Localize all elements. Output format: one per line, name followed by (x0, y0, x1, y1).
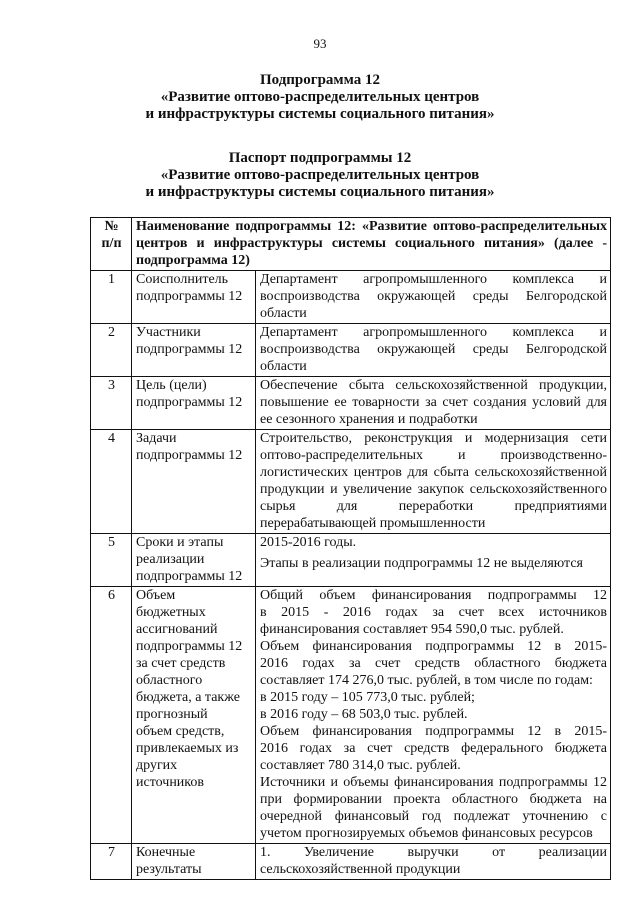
table-row (91, 587, 611, 844)
subprogram-heading-line: «Развитие оптово-распределительных центров (160, 89, 480, 105)
row-content-line: Обеспечение сбыта сельскохозяйственной продукции, (260, 378, 607, 393)
row-number: 2 (108, 325, 115, 340)
row-content-cell (256, 324, 611, 377)
row-number-cell (91, 587, 132, 844)
row-content-cell (256, 430, 611, 534)
table-row (91, 377, 611, 430)
table-row (91, 844, 611, 880)
row-content-line: Департамент агропромышленного комплекса и (260, 272, 607, 287)
subprogram-heading-line: Подпрограмма 12 (259, 72, 381, 88)
row-content-line: Строительство, реконструкция и модернизация сети (260, 431, 607, 446)
row-number-cell (91, 844, 132, 880)
row-label-line: за счет средств (136, 656, 226, 671)
row-label-line: результаты (136, 862, 202, 877)
row-content-line: ее сезонного хранения и подработки (260, 412, 478, 427)
passport-heading (0, 150, 640, 201)
row-content-line: составляет 780 314,0 тыс. рублей. (260, 758, 461, 773)
passport-table (90, 217, 611, 880)
row-label-line: Участники (136, 325, 201, 340)
row-label-line: подпрограммы 12 (136, 342, 243, 357)
row-content-line: при формировании проекта областного бюджета на (260, 792, 607, 807)
row-content-line: финансирования составляет 954 590,0 тыс. рублей. (260, 622, 564, 637)
row-number: 1 (108, 272, 115, 287)
row-number: 5 (108, 535, 115, 550)
header-title-cell (132, 218, 611, 271)
row-label-line: подпрограммы 12 (136, 395, 243, 410)
row-label-line: привлекаемых из (136, 741, 239, 756)
row-content-cell (256, 844, 611, 880)
row-number-cell (91, 377, 132, 430)
row-label-line: реализации (136, 552, 205, 567)
row-content-line: области (260, 306, 307, 321)
row-content-line: оптово-распределительных и производственно- (260, 448, 607, 463)
row-content-line: Департамент агропромышленного комплекса и (260, 325, 607, 340)
row-label-line: областного (136, 673, 203, 688)
header-number-line: № (104, 219, 119, 234)
row-number-cell (91, 430, 132, 534)
table-row (91, 534, 611, 587)
table-row (91, 430, 611, 534)
row-label-line: Сроки и этапы (136, 535, 224, 550)
header-number-cell (91, 218, 132, 271)
row-content-line: в 2015 - 2016 годах за счет всех источников (260, 605, 607, 620)
row-content-cell (256, 534, 611, 587)
passport-heading-line: «Развитие оптово-распределительных центров (160, 167, 480, 183)
row-label-line: подпрограммы 12 (136, 639, 243, 654)
row-content-line: Общий объем финансирования подпрограммы 12 (260, 588, 607, 603)
row-number-cell (91, 271, 132, 324)
row-content-cell (256, 271, 611, 324)
row-label-line: подпрограммы 12 (136, 569, 243, 584)
row-label-line: бюджетных (136, 605, 206, 620)
row-content-line: области (260, 359, 307, 374)
header-number-line: п/п (101, 236, 122, 251)
row-label-line: Соисполнитель (136, 272, 229, 287)
row-content-line: воспроизводства окружающей среды Белгородской (260, 289, 607, 304)
row-label-line: Задачи (136, 431, 177, 446)
row-number-cell (91, 534, 132, 587)
row-number: 3 (108, 378, 115, 393)
row-label-cell (132, 324, 256, 377)
row-content-line: Источники и объемы финансирования подпрограммы 12 (260, 775, 607, 790)
subprogram-heading (0, 72, 640, 123)
row-label-line: прогнозный (136, 707, 208, 722)
row-content-cell (256, 377, 611, 430)
row-content-line: 1. Увеличение выручки от реализации (260, 845, 607, 860)
row-number-cell (91, 324, 132, 377)
row-content-line: продукции и увеличение закупок сельскохозяйственного (260, 482, 607, 497)
row-content-line: сельскохозяйственной продукции (260, 862, 461, 877)
row-label-cell (132, 430, 256, 534)
row-label-line: подпрограммы 12 (136, 448, 243, 463)
row-label-cell (132, 587, 256, 844)
row-content-line: составляет 174 276,0 тыс. рублей, в том числе по годам: (260, 673, 593, 688)
row-number: 7 (108, 845, 115, 860)
row-label-line: других (136, 758, 178, 773)
row-label-line: объем средств, (136, 724, 225, 739)
row-label-cell (132, 844, 256, 880)
row-label-cell (132, 271, 256, 324)
row-content-line: повышение ее товарности за счет создания условий для (260, 395, 607, 410)
row-content-line: сырья для переработки предприятиями (260, 499, 607, 514)
passport-heading-line: и инфраструктуры системы социального питания» (145, 184, 495, 200)
row-content-line: 2015-2016 годы. (260, 535, 357, 550)
row-label-line: ассигнований (136, 622, 218, 637)
row-label-line: Конечные (136, 845, 196, 860)
row-number: 4 (108, 431, 115, 446)
table-row (91, 271, 611, 324)
row-label-line: подпрограммы 12 (136, 289, 243, 304)
row-content-line: 2016 годах за счет средств областного бюджета (260, 656, 607, 671)
row-content-line: в 2015 году – 105 773,0 тыс. рублей; (260, 690, 475, 705)
header-title-line: центров и инфраструктуры системы социального питания» (далее - (136, 236, 607, 251)
table-row (91, 324, 611, 377)
row-content-line: в 2016 году – 68 503,0 тыс. рублей. (260, 707, 468, 722)
page-number: 93 (313, 36, 327, 51)
row-content-line: учетом прогнозируемых объемов финансовых ресурсов (260, 826, 593, 841)
header-title-line: подпрограмма 12) (136, 253, 250, 268)
header-title-line: Наименование подпрограммы 12: «Развитие оптово-распределительных (136, 219, 607, 234)
row-content-line: 2016 годах за счет средств федерального бюджета (260, 741, 607, 756)
row-content-line: Этапы в реализации подпрограммы 12 не выделяются (260, 556, 583, 571)
subprogram-heading-line: и инфраструктуры системы социального питания» (145, 106, 495, 122)
row-content-line: Объем финансирования подпрограммы 12 в 2015- (260, 639, 607, 654)
row-label-cell (132, 534, 256, 587)
row-content-line: воспроизводства окружающей среды Белгородской (260, 342, 607, 357)
row-label-line: источников (136, 775, 205, 790)
row-number: 6 (108, 588, 115, 603)
row-content-line: перерабатывающей промышленности (260, 516, 486, 531)
row-label-line: Объем (136, 588, 176, 603)
row-content-cell (256, 587, 611, 844)
passport-heading-line: Паспорт подпрограммы 12 (228, 150, 412, 166)
row-content-line: Объем финансирования подпрограммы 12 в 2015- (260, 724, 607, 739)
row-label-line: Цель (цели) (136, 378, 207, 393)
row-content-line: очередной финансовый год подлежат уточнению с (260, 809, 607, 824)
table-header-row (91, 218, 611, 271)
row-label-cell (132, 377, 256, 430)
row-content-line: логистических центров для сбыта сельскохозяйственной (260, 465, 607, 480)
row-label-line: бюджета, а также (136, 690, 240, 705)
